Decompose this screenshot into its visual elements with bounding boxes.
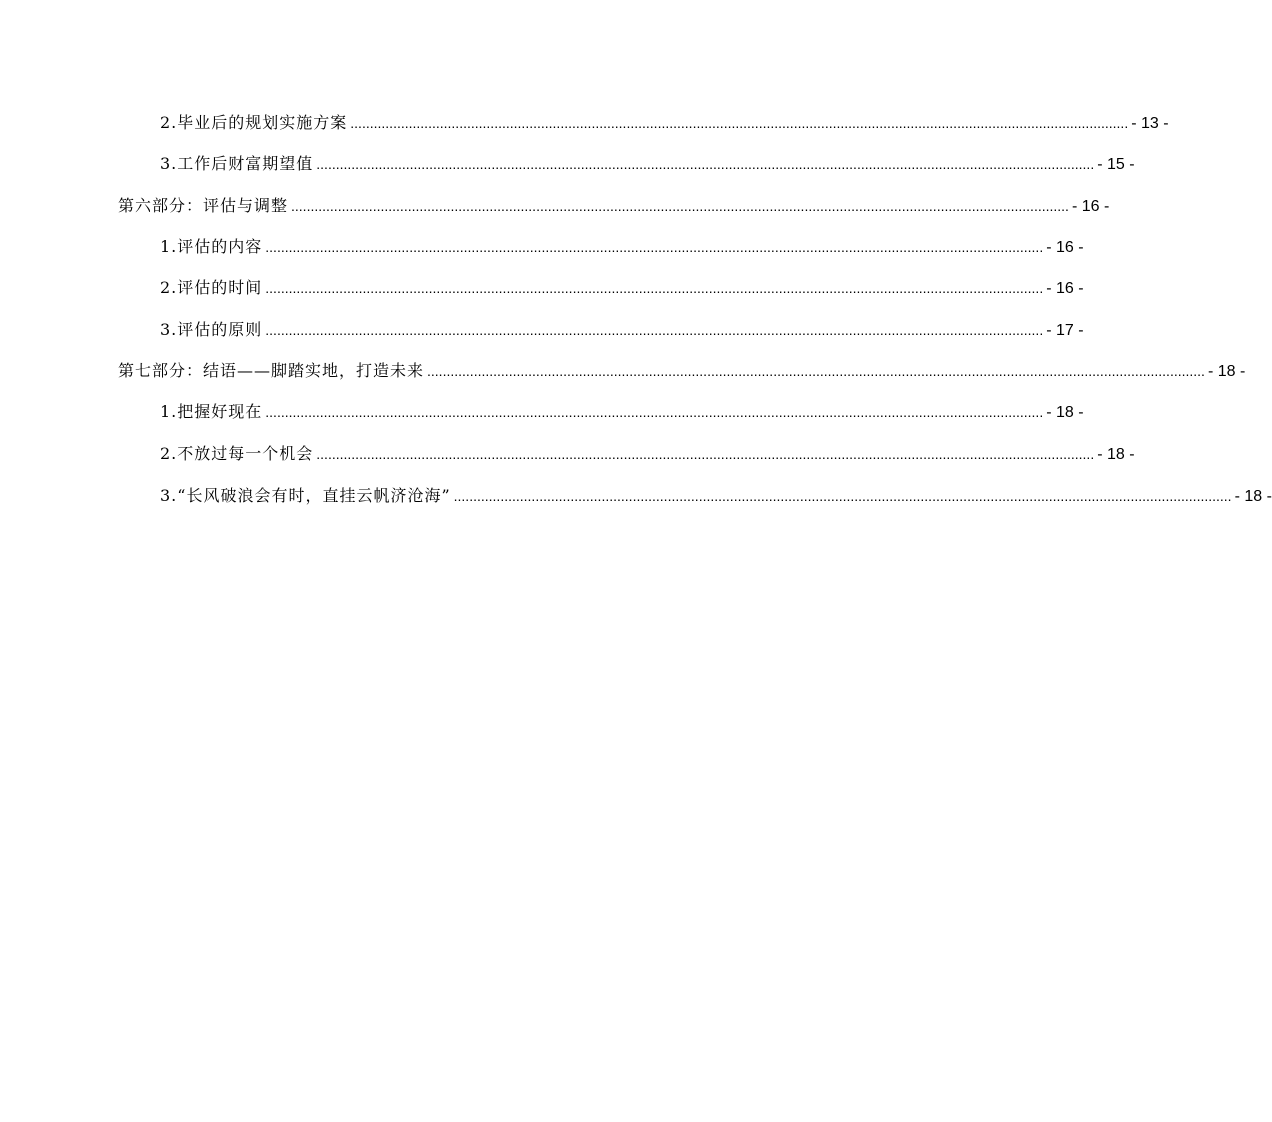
toc-dot-leader: ........................................................................................................................................................................................................: [427, 363, 1205, 379]
toc-entry-title: 2.评估的时间: [160, 278, 263, 297]
toc-entry[interactable]: [160, 151, 1135, 177]
toc-page-number: - 18 -: [1097, 446, 1135, 463]
toc-dot-leader: ........................................................................................................................................................................................................: [350, 115, 1129, 131]
toc-entry-title: 1.评估的内容: [160, 237, 263, 256]
toc-dot-leader: ........................................................................................................................................................................................................: [265, 404, 1044, 420]
toc-page-number: - 13 -: [1131, 115, 1169, 132]
toc-dot-leader: ........................................................................................................................................................................................................: [453, 488, 1232, 504]
toc-entry[interactable]: [160, 441, 1135, 467]
toc-entry-title: 3.评估的原则: [160, 320, 263, 339]
toc-page-number: - 16 -: [1046, 239, 1084, 256]
toc-dot-leader: ........................................................................................................................................................................................................: [265, 322, 1044, 338]
toc-dot-leader: ........................................................................................................................................................................................................: [291, 198, 1069, 214]
toc-page-number: - 15 -: [1097, 156, 1135, 173]
toc-page-number: - 18 -: [1234, 488, 1272, 505]
toc-dot-leader: ........................................................................................................................................................................................................: [316, 156, 1095, 172]
toc-page-number: - 17 -: [1046, 322, 1084, 339]
toc-entry[interactable]: [160, 110, 1169, 136]
toc-page-number: - 18 -: [1207, 363, 1246, 380]
toc-entry[interactable]: [118, 193, 1110, 219]
toc-entry-title: 2.毕业后的规划实施方案: [160, 113, 348, 132]
toc-entry-title: 3.工作后财富期望值: [160, 154, 314, 173]
toc-entry[interactable]: [160, 317, 1084, 343]
toc-page-number: - 16 -: [1071, 198, 1110, 215]
toc-entry-title: 第六部分：评估与调整: [118, 196, 289, 215]
toc-dot-leader: ........................................................................................................................................................................................................: [265, 280, 1044, 296]
toc-dot-leader: ........................................................................................................................................................................................................: [316, 446, 1095, 462]
toc-page-number: - 18 -: [1046, 404, 1084, 421]
toc-entry[interactable]: [160, 234, 1084, 260]
toc-entry[interactable]: [160, 275, 1084, 301]
toc-entry-title: 2.不放过每一个机会: [160, 444, 314, 463]
toc-entry-title: 第七部分：结语——脚踏实地，打造未来: [118, 361, 425, 380]
toc-entry[interactable]: [118, 358, 1246, 384]
toc-dot-leader: ........................................................................................................................................................................................................: [265, 239, 1044, 255]
toc-entry[interactable]: [160, 399, 1084, 425]
toc-entry[interactable]: [160, 483, 1272, 509]
toc-page-number: - 16 -: [1046, 280, 1084, 297]
toc-entry-title: 1.把握好现在: [160, 402, 263, 421]
toc-entry-title: 3.“长风破浪会有时，直挂云帆济沧海”: [160, 486, 451, 505]
